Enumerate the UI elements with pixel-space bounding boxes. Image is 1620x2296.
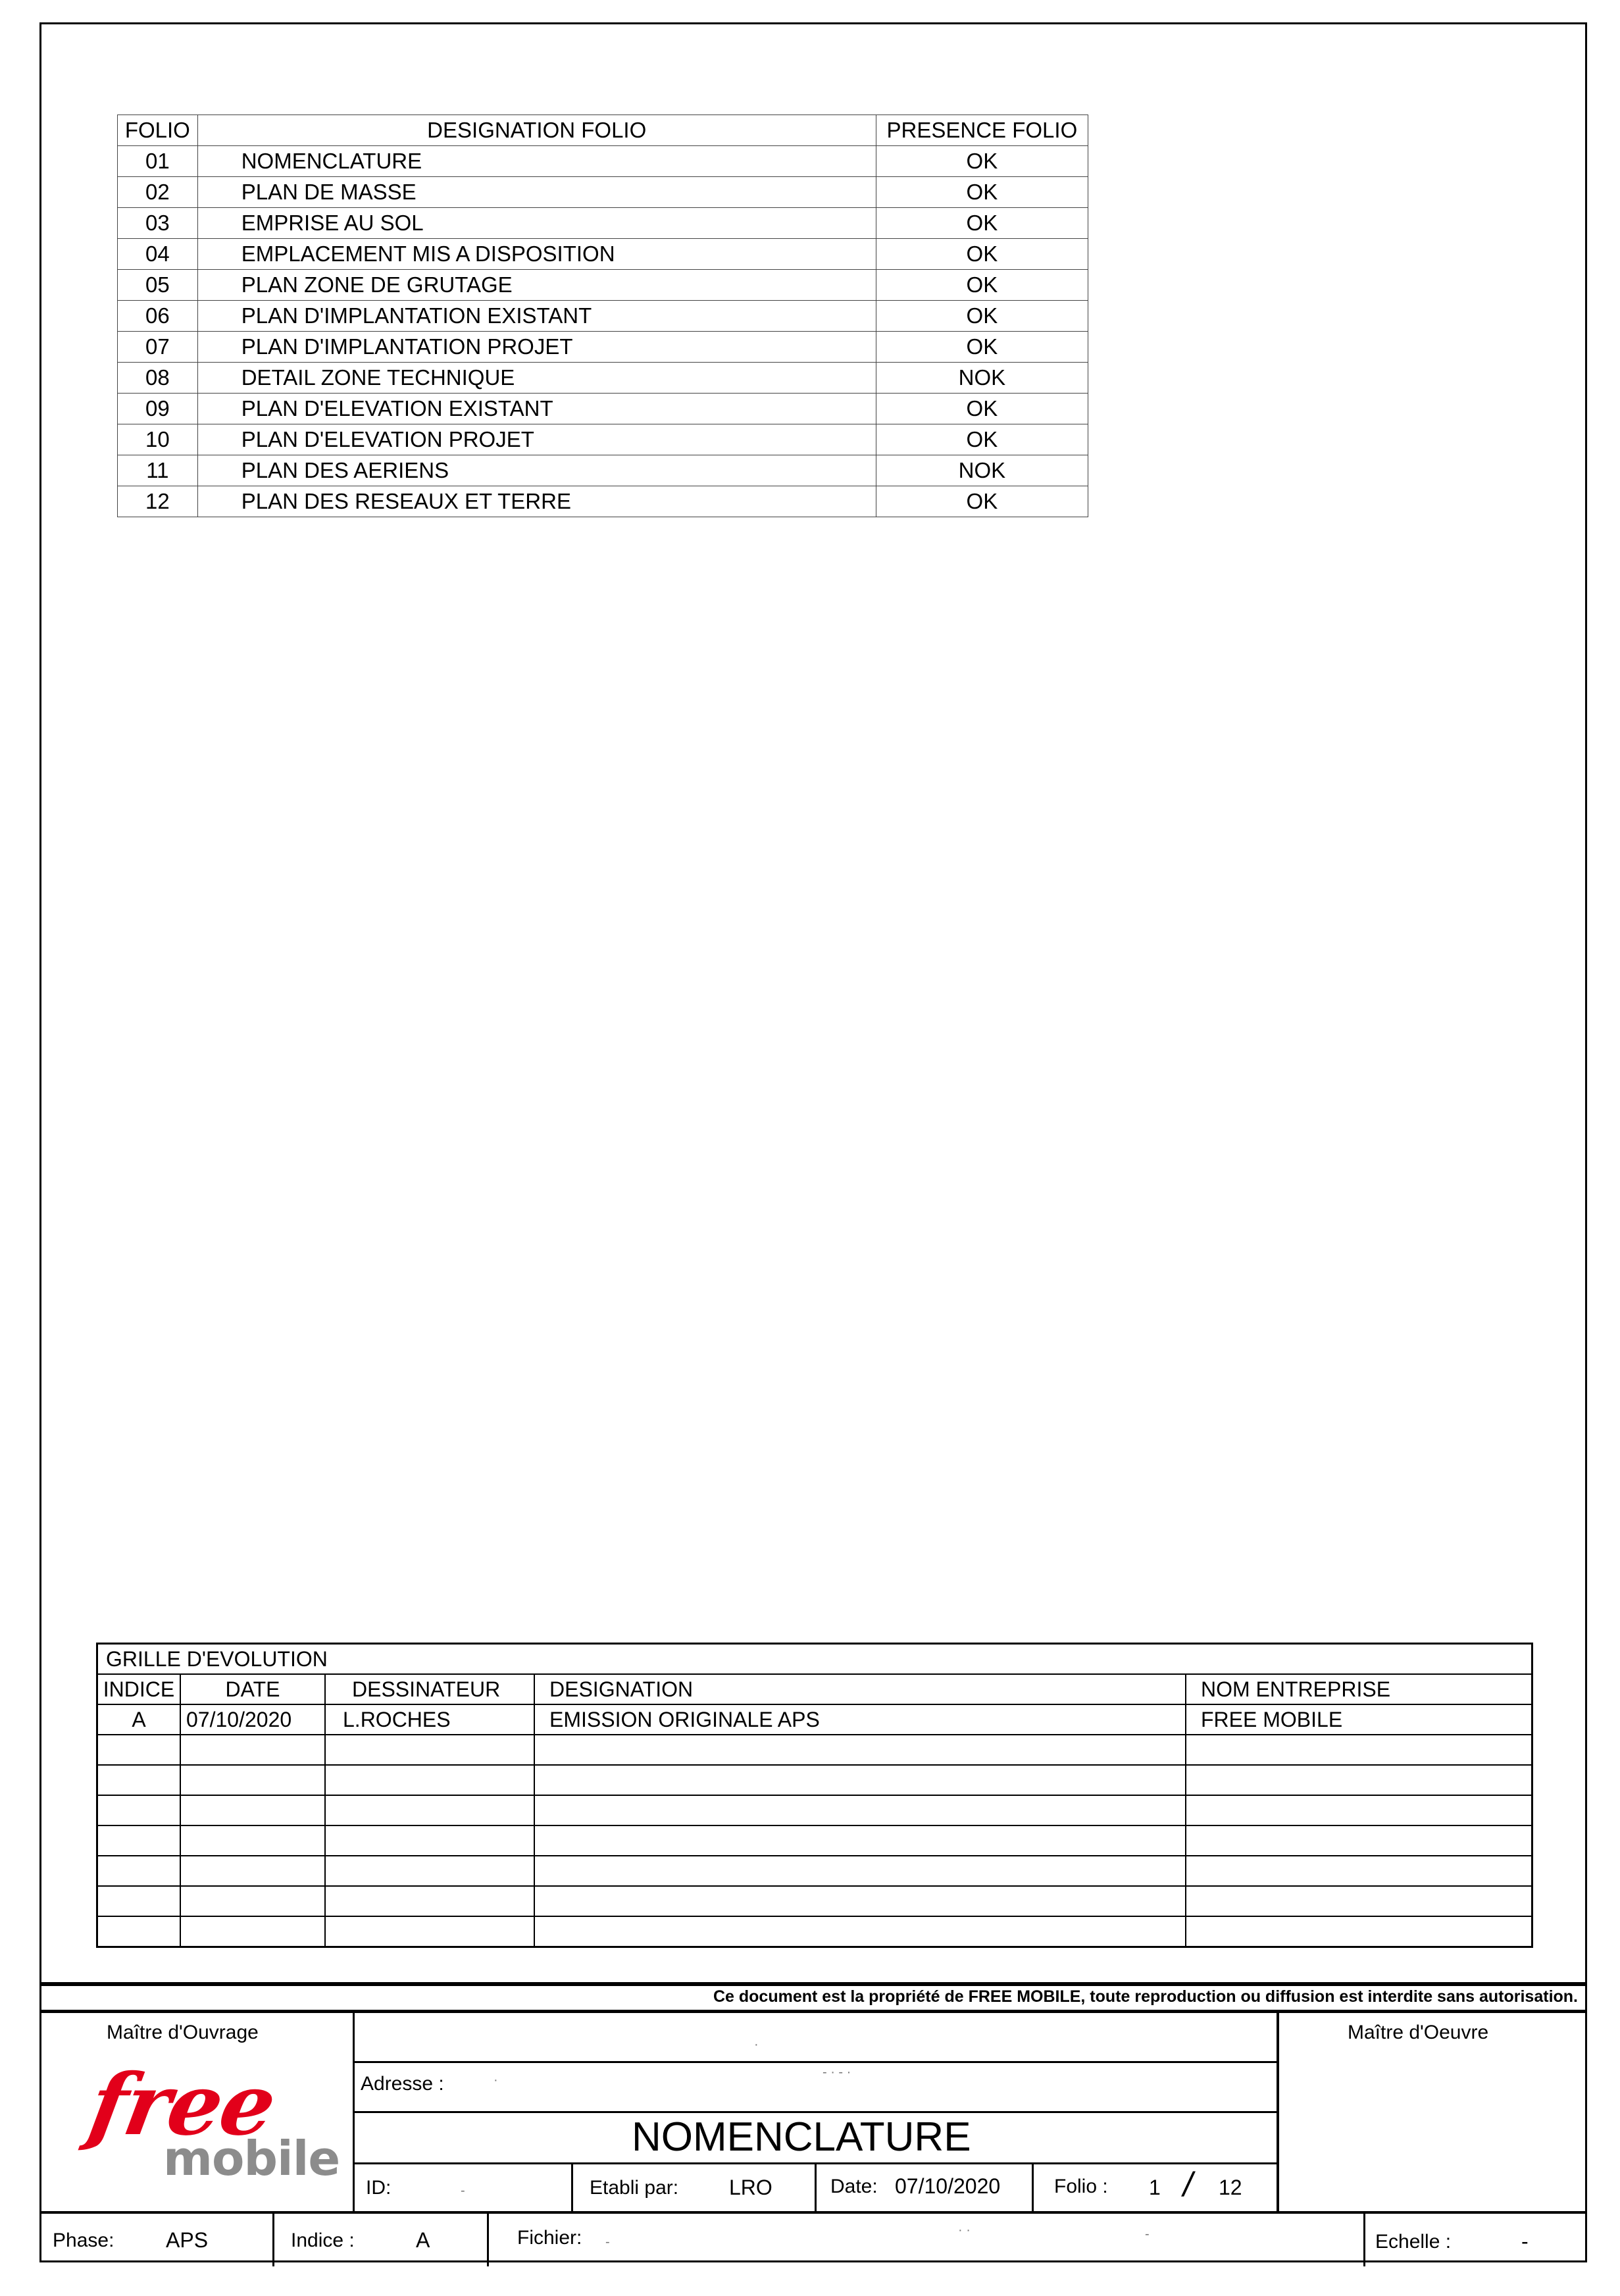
folio-presence: OK	[876, 146, 1088, 177]
evo-date	[180, 1825, 325, 1856]
folio-row	[118, 301, 1088, 332]
folio-presence: OK	[876, 394, 1088, 424]
logo-free-text: free	[82, 2056, 282, 2155]
redacted-mark: - · - ·	[823, 2065, 851, 2079]
folio-number: 06	[118, 301, 198, 332]
header-indice: INDICE	[97, 1674, 181, 1704]
folio-presence: OK	[876, 270, 1088, 301]
folio-number: 11	[118, 455, 198, 486]
folio-designation: PLAN D'IMPLANTATION EXISTANT	[197, 301, 876, 332]
date-label: Date:	[830, 2176, 878, 2197]
folio-number: 09	[118, 394, 198, 424]
indice-label: Indice :	[291, 2230, 355, 2251]
folio-separator: /	[1183, 2166, 1193, 2204]
folio-presence: OK	[876, 332, 1088, 363]
folio-total: 12	[1219, 2176, 1242, 2199]
folio-table	[117, 115, 1088, 517]
evolution-grid-header	[97, 1674, 1532, 1704]
folio-row	[118, 177, 1088, 208]
folio-presence: OK	[876, 208, 1088, 239]
evolution-grid-title: GRILLE D'EVOLUTION	[97, 1644, 1532, 1675]
evo-designation	[534, 1825, 1186, 1856]
title-block	[39, 1982, 1587, 2262]
folio-designation: PLAN DES AERIENS	[197, 455, 876, 486]
folio-label: Folio :	[1054, 2176, 1108, 2197]
evo-designation	[534, 1916, 1186, 1947]
echelle-value: -	[1521, 2230, 1529, 2253]
logo-mobile-text: mobile	[163, 2131, 340, 2186]
folio-row	[118, 146, 1088, 177]
evo-entreprise	[1186, 1825, 1532, 1856]
evo-indice	[97, 1795, 181, 1825]
header-dessinateur: DESSINATEUR	[325, 1674, 534, 1704]
fichier-label: Fichier:	[517, 2227, 582, 2249]
folio-number: 01	[118, 146, 198, 177]
evo-entreprise	[1186, 1795, 1532, 1825]
folio-number: 07	[118, 332, 198, 363]
evo-dessinateur	[325, 1856, 534, 1886]
header-designation: DESIGNATION	[534, 1674, 1186, 1704]
phase-label: Phase:	[53, 2230, 114, 2251]
evo-indice	[97, 1735, 181, 1765]
folio-designation: PLAN DES RESEAUX ET TERRE	[197, 486, 876, 517]
folio-row	[118, 239, 1088, 270]
evo-date	[180, 1765, 325, 1795]
legal-notice: Ce document est la propriété de FREE MOBILE, toute reproduction ou diffusion est interdite sans autorisation.	[713, 1987, 1578, 2006]
evo-dessinateur	[325, 1735, 534, 1765]
folio-designation: PLAN DE MASSE	[197, 177, 876, 208]
evo-indice	[97, 1916, 181, 1947]
folio-designation: PLAN D'ELEVATION EXISTANT	[197, 394, 876, 424]
evolution-row-empty	[97, 1856, 1532, 1886]
etabli-par-label: Etabli par:	[590, 2177, 679, 2199]
folio-number: 08	[118, 363, 198, 394]
evo-dessinateur	[325, 1886, 534, 1916]
evo-designation	[534, 1795, 1186, 1825]
document-title: NOMENCLATURE	[632, 2114, 971, 2160]
evolution-row-empty	[97, 1916, 1532, 1947]
phase-value: APS	[166, 2228, 209, 2252]
folio-row	[118, 486, 1088, 517]
id-label: ID:	[366, 2177, 392, 2199]
redacted-mark: -	[461, 2183, 465, 2198]
evolution-row-empty	[97, 1825, 1532, 1856]
redacted-mark: -	[605, 2235, 610, 2249]
folio-designation: DETAIL ZONE TECHNIQUE	[197, 363, 876, 394]
evolution-grid	[96, 1643, 1533, 1948]
folio-designation: NOMENCLATURE	[197, 146, 876, 177]
folio-presence: NOK	[876, 363, 1088, 394]
header-designation: DESIGNATION FOLIO	[197, 115, 876, 146]
folio-row	[118, 208, 1088, 239]
folio-current: 1	[1149, 2176, 1161, 2199]
evo-entreprise	[1186, 1856, 1532, 1886]
header-folio: FOLIO	[118, 115, 198, 146]
evo-entreprise: FREE MOBILE	[1186, 1704, 1532, 1735]
redacted-mark: ·	[754, 2037, 759, 2052]
evo-indice	[97, 1765, 181, 1795]
evo-entreprise	[1186, 1886, 1532, 1916]
folio-row	[118, 424, 1088, 455]
folio-number: 03	[118, 208, 198, 239]
evo-indice	[97, 1825, 181, 1856]
folio-row	[118, 332, 1088, 363]
redacted-mark: -	[1145, 2227, 1150, 2241]
evolution-row	[97, 1704, 1532, 1735]
evolution-row-empty	[97, 1765, 1532, 1795]
evolution-row-empty	[97, 1886, 1532, 1916]
folio-row	[118, 455, 1088, 486]
folio-presence: NOK	[876, 455, 1088, 486]
evo-designation	[534, 1735, 1186, 1765]
evo-dessinateur	[325, 1916, 534, 1947]
evolution-row-empty	[97, 1735, 1532, 1765]
header-nom-entreprise: NOM ENTREPRISE	[1186, 1674, 1532, 1704]
evo-entreprise	[1186, 1735, 1532, 1765]
folio-designation: EMPRISE AU SOL	[197, 208, 876, 239]
evo-indice: A	[97, 1704, 181, 1735]
folio-number: 10	[118, 424, 198, 455]
folio-row	[118, 394, 1088, 424]
adresse-label: Adresse :	[361, 2073, 444, 2095]
evo-date	[180, 1735, 325, 1765]
evo-dessinateur	[325, 1795, 534, 1825]
echelle-label: Echelle :	[1375, 2231, 1452, 2253]
evo-dessinateur	[325, 1825, 534, 1856]
folio-number: 02	[118, 177, 198, 208]
folio-presence: OK	[876, 239, 1088, 270]
evo-date	[180, 1886, 325, 1916]
date-value: 07/10/2020	[895, 2174, 1001, 2198]
evo-designation	[534, 1856, 1186, 1886]
evo-entreprise	[1186, 1765, 1532, 1795]
free-mobile-logo	[72, 2056, 349, 2195]
redacted-mark: · ·	[958, 2223, 971, 2237]
folio-designation: PLAN ZONE DE GRUTAGE	[197, 270, 876, 301]
folio-row	[118, 363, 1088, 394]
evolution-grid-title-row	[97, 1644, 1532, 1675]
folio-designation: PLAN D'IMPLANTATION PROJET	[197, 332, 876, 363]
evo-designation	[534, 1886, 1186, 1916]
evolution-row-empty	[97, 1795, 1532, 1825]
evo-dessinateur: L.ROCHES	[325, 1704, 534, 1735]
evo-designation: EMISSION ORIGINALE APS	[534, 1704, 1186, 1735]
folio-number: 04	[118, 239, 198, 270]
folio-number: 05	[118, 270, 198, 301]
evo-indice	[97, 1886, 181, 1916]
evo-indice	[97, 1856, 181, 1886]
folio-designation: PLAN D'ELEVATION PROJET	[197, 424, 876, 455]
evo-date	[180, 1795, 325, 1825]
folio-presence: OK	[876, 424, 1088, 455]
evo-entreprise	[1186, 1916, 1532, 1947]
folio-number: 12	[118, 486, 198, 517]
folio-designation: EMPLACEMENT MIS A DISPOSITION	[197, 239, 876, 270]
etabli-par-value: LRO	[729, 2176, 772, 2199]
folio-table-header	[118, 115, 1088, 146]
evo-date	[180, 1916, 325, 1947]
folio-row	[118, 270, 1088, 301]
redacted-mark: ·	[494, 2073, 498, 2087]
evo-dessinateur	[325, 1765, 534, 1795]
folio-presence: OK	[876, 301, 1088, 332]
indice-value: A	[416, 2228, 430, 2252]
evo-date: 07/10/2020	[180, 1704, 325, 1735]
evo-date	[180, 1856, 325, 1886]
folio-presence: OK	[876, 177, 1088, 208]
maitre-oeuvre-label: Maître d'Oeuvre	[1348, 2022, 1489, 2043]
folio-presence: OK	[876, 486, 1088, 517]
header-presence: PRESENCE FOLIO	[876, 115, 1088, 146]
maitre-ouvrage-label: Maître d'Ouvrage	[107, 2022, 259, 2043]
header-date: DATE	[180, 1674, 325, 1704]
evo-designation	[534, 1765, 1186, 1795]
